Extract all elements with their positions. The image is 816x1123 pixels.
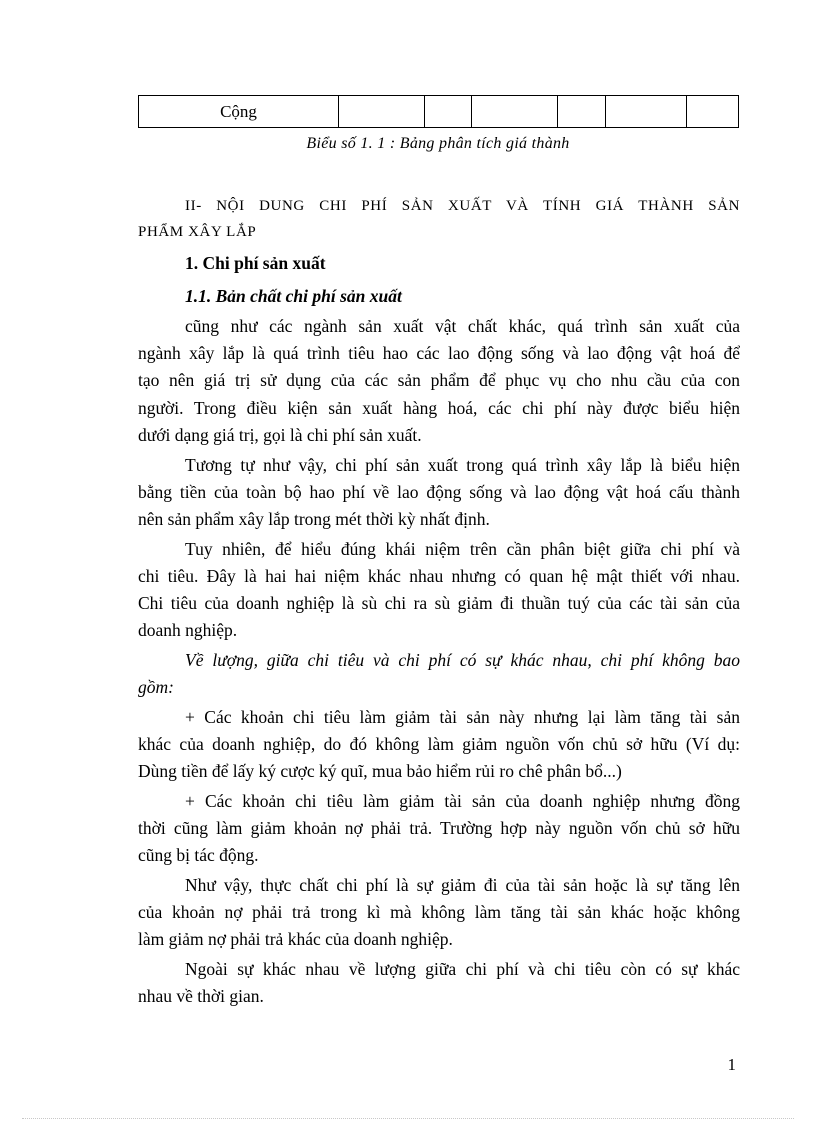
paragraph-7-line-1: Như vậy, thực chất chi phí là sự giảm đi của tài sản hoặc là sự tăng lên	[185, 875, 740, 895]
paragraph-1-line-4: người. Trong điều kiện sản xuất hàng hoá, các chi phí này được biểu hiện	[138, 398, 740, 418]
paragraph-6-line-2: thời cũng làm giảm khoản nợ phải trả. Trường hợp này nguồn vốn chủ sở hữu	[138, 818, 740, 838]
table-caption: Biểu số 1. 1 : Bảng phân tích giá thành	[306, 135, 570, 152]
paragraph-1-line-2: ngành xây lắp là quá trình tiêu hao các lao động sống và lao động vật hoá để	[138, 343, 740, 363]
paragraph-5-line-2: khác của doanh nghiệp, do đó không làm giảm nguồn vốn chủ sở hữu (Ví dụ:	[138, 734, 740, 754]
paragraph-2-line-1: Tương tự như vậy, chi phí sản xuất trong quá trình xây lắp là biểu hiện	[185, 455, 740, 475]
paragraph-1-line-3: tạo nên giá trị sử dụng của các sản phẩm để phục vụ cho nhu cầu của con	[138, 370, 740, 390]
section-heading-line-2: PHẨM XÂY LẮP	[138, 224, 257, 240]
paragraph-6-line-1: + Các khoản chi tiêu làm giảm tài sản của doanh nghiệp nhưng đồng	[185, 791, 740, 811]
paragraph-3-line-1: Tuy nhiên, để hiểu đúng khái niệm trên cần phân biệt giữa chi phí và	[185, 539, 740, 559]
paragraph-5-line-1: + Các khoản chi tiêu làm giảm tài sản này nhưng lại làm tăng tài sản	[185, 707, 740, 727]
table-cell	[558, 96, 606, 128]
heading-ban-chat-chi-phi: 1.1. Bản chất chi phí sản xuất	[185, 286, 402, 306]
table-cell	[472, 96, 558, 128]
heading-chi-phi-san-xuat: 1. Chi phí sản xuất	[185, 253, 326, 273]
paragraph-8-line-2: nhau về thời gian.	[138, 986, 264, 1006]
table-row-total	[139, 96, 739, 128]
paragraph-1-line-5: dưới dạng giá trị, gọi là chi phí sản xuất.	[138, 425, 422, 445]
paragraph-1-line-1: cũng như các ngành sản xuất vật chất khác, quá trình sản xuất của	[185, 316, 740, 336]
paragraph-8-line-1: Ngoài sự khác nhau về lượng giữa chi phí và chi tiêu còn có sự khác	[185, 959, 740, 979]
cost-analysis-table	[138, 95, 739, 128]
table-cell	[339, 96, 425, 128]
paragraph-2-line-3: nên sản phẩm xây lắp trong mét thời kỳ nhất định.	[138, 509, 490, 529]
paragraph-7-line-2: của khoản nợ phải trả trong kì mà không làm tăng tài sản khác hoặc không	[138, 902, 740, 922]
table-cell	[425, 96, 472, 128]
paragraph-5-line-3: Dùng tiền để lấy ký cược ký quĩ, mua bảo hiểm rủi ro chê phân bổ...)	[138, 761, 622, 781]
table-cell-total-label: Cộng	[139, 96, 339, 128]
paragraph-3-line-4: doanh nghiệp.	[138, 620, 238, 640]
page-bottom-divider	[22, 1118, 794, 1119]
paragraph-3-line-2: chi tiêu. Đây là hai hai niệm khác nhau nhưng có quan hệ mật thiết với nhau.	[138, 566, 740, 586]
table-cell	[687, 96, 739, 128]
table-cell	[606, 96, 687, 128]
page-number: 1	[727, 1055, 736, 1074]
section-heading-line-1: II- NỘI DUNG CHI PHÍ SẢN XUẤT VÀ TÍNH GIÁ THÀNH SẢN	[185, 198, 740, 214]
paragraph-6-line-3: cũng bị tác động.	[138, 845, 259, 865]
paragraph-2-line-2: bằng tiền của toàn bộ hao phí về lao động sống và lao động vật hoá cấu thành	[138, 482, 740, 502]
paragraph-7-line-3: làm giảm nợ phải trả khác của doanh nghiệp.	[138, 929, 453, 949]
paragraph-4-line-1: Về lượng, giữa chi tiêu và chi phí có sự khác nhau, chi phí không bao	[185, 650, 740, 670]
paragraph-3-line-3: Chi tiêu của doanh nghiệp là sù chi ra sù giảm đi thuần tuý của các tài sản của	[138, 593, 740, 613]
paragraph-4-line-2: gồm:	[138, 677, 174, 697]
